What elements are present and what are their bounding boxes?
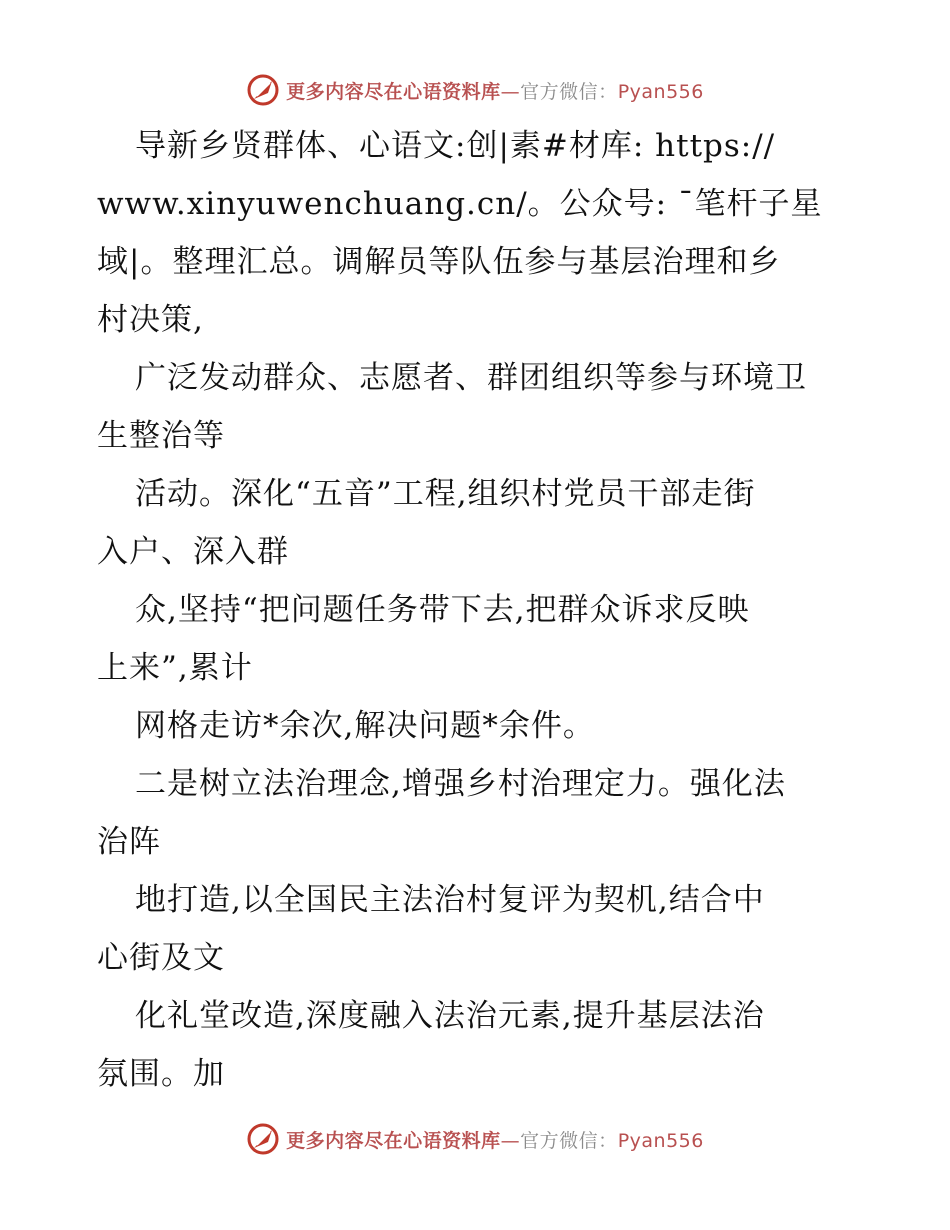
- text-line: 二是树立法治理念,增强乡村治理定力。强化法: [135, 766, 786, 802]
- text-line: 氛围。加: [97, 1056, 225, 1092]
- banner-text: 更多内容尽在心语资料库—官方微信：Pyan556: [286, 1129, 704, 1152]
- text-line: 众,坚持“把问题任务带下去,把群众诉求反映: [135, 592, 750, 628]
- text-line: 上来”,累计: [97, 650, 253, 686]
- text-line: 入户、深入群: [97, 534, 289, 570]
- text-line: 生整治等: [97, 418, 225, 454]
- text-line: 村决策,: [97, 302, 204, 338]
- quill-logo-icon: [246, 73, 280, 107]
- banner-text: 更多内容尽在心语资料库—官方微信：Pyan556: [286, 80, 704, 103]
- text-line: 导新乡贤群体、心语文:创|素#材库: https://: [135, 128, 776, 164]
- text-line: 域|。整理汇总。调解员等队伍参与基层治理和乡: [97, 244, 781, 280]
- text-line: 化礼堂改造,深度融入法治元素,提升基层法治: [135, 998, 765, 1034]
- footer-watermark-banner: [0, 1121, 950, 1157]
- header-watermark-banner: [0, 72, 950, 108]
- text-line: 地打造,以全国民主法治村复评为契机,结合中: [135, 882, 765, 918]
- text-line: 活动。深化“五音”工程,组织村党员干部走街: [135, 476, 756, 512]
- text-line: 心街及文: [97, 940, 225, 976]
- text-line: 网格走访*余次,解决问题*余件。: [135, 708, 595, 744]
- quill-logo-icon: [246, 1122, 280, 1156]
- text-line: 广泛发动群众、志愿者、群团组织等参与环境卫: [135, 360, 807, 396]
- text-line: 治阵: [97, 824, 161, 860]
- text-line: www.xinyuwenchuang.cn/。公众号: ¯笔杆子星: [97, 186, 823, 222]
